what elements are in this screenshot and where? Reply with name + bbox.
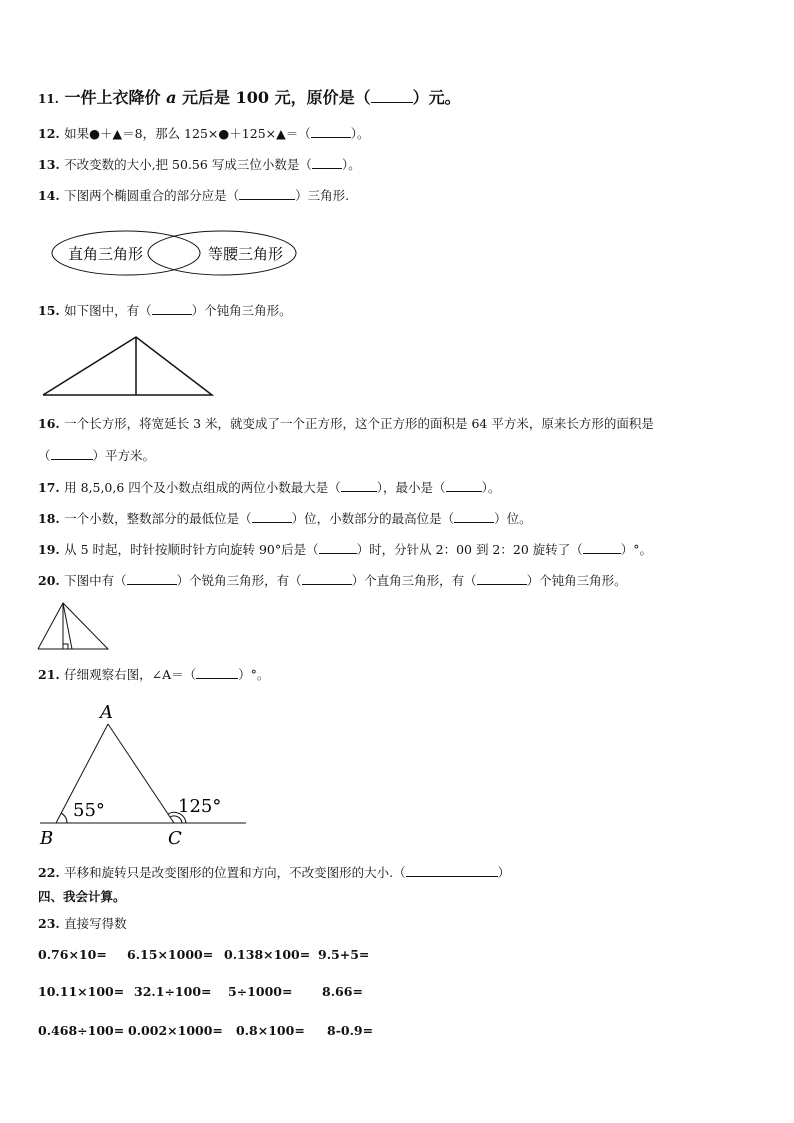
question-number: 21.: [38, 667, 60, 682]
calc-item: 0.138×100=: [224, 947, 311, 962]
question-number: 15.: [38, 303, 60, 318]
answer-blank[interactable]: [239, 187, 295, 200]
label-a: A: [100, 702, 113, 723]
question-number: 17.: [38, 480, 60, 495]
question-text: ）个直角三角形，有（: [351, 573, 477, 588]
question-text: 元，原价是（: [274, 88, 371, 107]
answer-blank[interactable]: [311, 125, 351, 138]
question-text: 平移和旋转只是改变图形的位置和方向，不改变图形的大小.（: [64, 865, 406, 880]
ellipse-diagram: [48, 226, 300, 282]
question-text: 一件上衣降价: [64, 88, 161, 107]
answer-blank[interactable]: [152, 302, 192, 315]
calc-item: 0.76×10=: [38, 947, 107, 962]
question-text: 不改变数的大小,把 50.56 写成三位小数是（: [64, 157, 312, 172]
question-19: [38, 541, 652, 558]
calc-item: 0.8×100=: [236, 1023, 305, 1038]
answer-blank[interactable]: [302, 572, 352, 585]
left-ellipse-label: 直角三角形: [68, 245, 144, 263]
calc-item: 8.66=: [322, 984, 363, 999]
answer-blank[interactable]: [196, 666, 238, 679]
question-15: [38, 302, 292, 319]
label-b: B: [40, 828, 54, 849]
calc-item: 5÷1000=: [228, 984, 293, 999]
question-23: [38, 916, 127, 932]
question-16-line-2: [38, 447, 155, 464]
triangle-inner-line: [63, 603, 72, 649]
question-number: 13.: [38, 157, 60, 172]
answer-blank[interactable]: [406, 864, 498, 877]
calc-item: 6.15×1000=: [127, 947, 214, 962]
triangle-outline: [43, 337, 212, 395]
question-text: 用 8,5,0,6 四个及小数点组成的两位小数最大是（: [64, 480, 341, 495]
answer-blank[interactable]: [446, 479, 482, 492]
section-heading: 四、我会计算。: [38, 889, 126, 904]
right-angle-mark: [63, 644, 68, 649]
side-ac: [108, 724, 174, 823]
number-100: 100: [235, 88, 270, 107]
triangle-outline: [38, 603, 108, 649]
question-text: 如果●＋▲＝8，那么 125×●＋125×▲＝（: [64, 126, 311, 141]
triangle-with-height-figure: [36, 600, 112, 652]
question-21: [38, 666, 269, 683]
calc-item: 9.5+5=: [318, 947, 370, 962]
right-ellipse-label: 等腰三角形: [208, 245, 284, 263]
question-14: [38, 187, 349, 204]
angle-b-value: 55°: [73, 800, 105, 821]
question-number: 18.: [38, 511, 60, 526]
question-16: [38, 416, 654, 432]
question-text: ）。: [341, 157, 361, 172]
question-text: ）。: [350, 126, 370, 141]
obtuse-triangle-figure: [40, 332, 218, 398]
question-text: 直接写得数: [64, 916, 127, 931]
variable-a: a: [166, 88, 177, 107]
angle-c-value: 125°: [178, 796, 222, 817]
question-text: 一个小数，整数部分的最低位是（: [64, 511, 252, 526]
question-text: 下图两个椭圆重合的部分应是（: [64, 188, 240, 203]
question-13: [38, 156, 361, 173]
question-text: ）三角形.: [295, 188, 350, 203]
question-text: 仔细观察右图，∠A＝（: [64, 667, 197, 682]
question-text: ）位。: [494, 511, 532, 526]
question-text: 元后是: [182, 88, 231, 107]
question-22: [38, 864, 510, 881]
question-11: [38, 88, 461, 109]
answer-blank[interactable]: [371, 90, 413, 103]
answer-blank[interactable]: [583, 541, 621, 554]
question-18: [38, 510, 532, 527]
question-number: 12.: [38, 126, 60, 141]
question-text: 如下图中，有（: [64, 303, 152, 318]
question-text: ）: [497, 865, 511, 880]
question-text: ）°。: [238, 667, 270, 682]
answer-blank[interactable]: [312, 156, 342, 169]
question-number: 20.: [38, 573, 60, 588]
calc-item: 0.468÷100=: [38, 1023, 125, 1038]
question-text: ）个钝角三角形。: [191, 303, 292, 318]
answer-blank[interactable]: [341, 479, 377, 492]
calc-item: 8-0.9=: [327, 1023, 374, 1038]
answer-blank[interactable]: [454, 510, 494, 523]
question-12: [38, 125, 370, 142]
question-17: [38, 479, 500, 496]
question-text: ）平方米。: [92, 448, 156, 463]
answer-blank[interactable]: [127, 572, 177, 585]
calc-item: 32.1÷100=: [134, 984, 212, 999]
question-text: 下图中有（: [64, 573, 127, 588]
question-text: （: [38, 448, 51, 463]
question-text: ）时，分针从 2：00 到 2：20 旋转了（: [356, 542, 583, 557]
question-text: ）。: [481, 480, 501, 495]
question-number: 19.: [38, 542, 60, 557]
answer-blank[interactable]: [51, 447, 93, 460]
answer-blank[interactable]: [252, 510, 292, 523]
question-text: 从 5 时起，时针按顺时针方向旋转 90°后是（: [64, 542, 319, 557]
question-text: 一个长方形，将宽延长 3 米，就变成了一个正方形，这个正方形的面积是 64 平方米，原来长方形的面积是: [64, 416, 654, 431]
question-20: [38, 572, 627, 589]
question-number: 11.: [38, 92, 59, 106]
calc-item: 10.11×100=: [38, 984, 125, 999]
question-text: ）位，小数部分的最高位是（: [291, 511, 455, 526]
question-text: ）°。: [620, 542, 653, 557]
question-number: 16.: [38, 416, 60, 431]
label-c: C: [168, 828, 182, 849]
question-number: 23.: [38, 916, 60, 931]
calc-item: 0.002×1000=: [128, 1023, 223, 1038]
question-number: 14.: [38, 188, 60, 203]
question-text: ）个锐角三角形，有（: [176, 573, 302, 588]
question-text: ）元。: [412, 88, 461, 107]
angle-b-arc: [61, 813, 67, 823]
answer-blank[interactable]: [319, 541, 357, 554]
question-number: 22.: [38, 865, 60, 880]
question-text: ）个钝角三角形。: [526, 573, 627, 588]
angle-triangle-figure: [36, 698, 252, 850]
answer-blank[interactable]: [477, 572, 527, 585]
question-text: ），最小是（: [376, 480, 446, 495]
